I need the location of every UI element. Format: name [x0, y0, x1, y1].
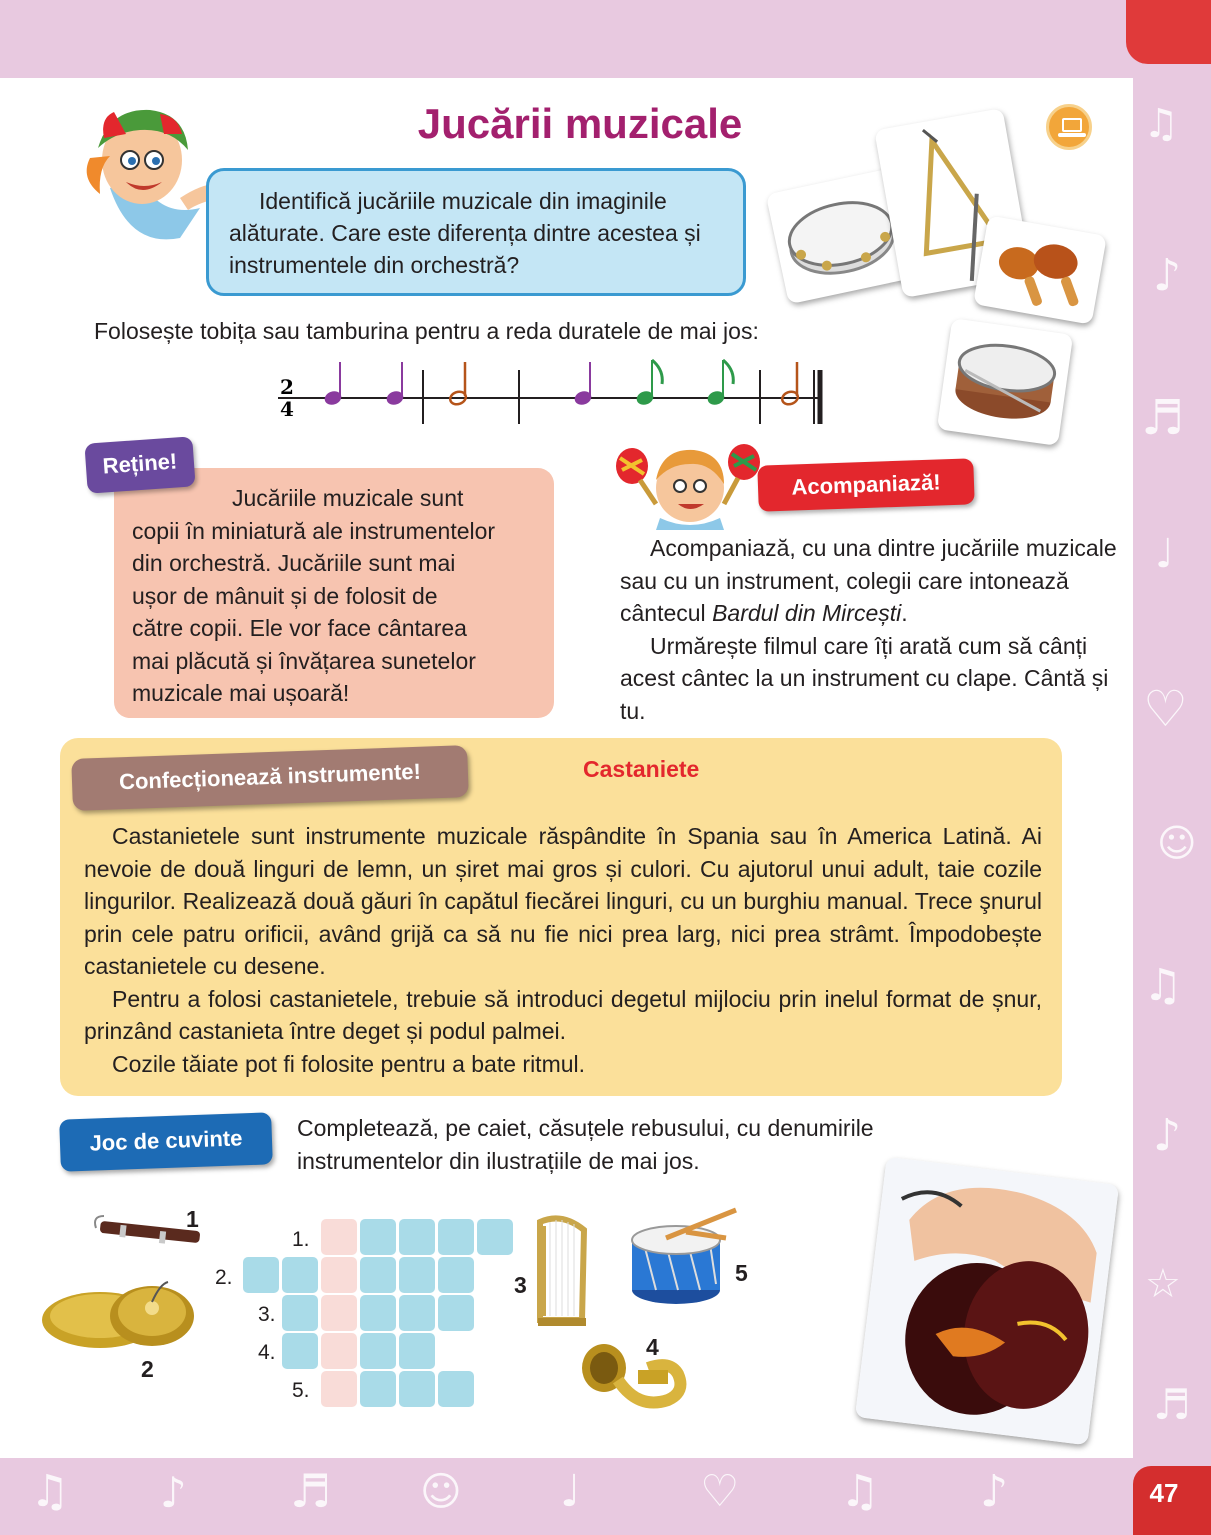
heart-icon: ♡	[1143, 680, 1188, 738]
time-signature-bottom: 4	[280, 397, 294, 421]
note-icon: ♬	[1153, 1380, 1191, 1429]
acompaniaza-text	[620, 532, 1120, 727]
smile-icon: ☺	[420, 1469, 462, 1515]
image-number-1: 1	[186, 1206, 199, 1232]
crossword-cell[interactable]	[360, 1295, 396, 1331]
confectioneaza-paragraph: Pentru a folosi castanietele, trebuie să introduci degetul mijlociu prin inelul format de șnur, prinzând castanieta între deget și podul palmei.	[84, 985, 1042, 1044]
crossword-cell[interactable]	[360, 1333, 396, 1369]
crossword-cell[interactable]	[399, 1371, 435, 1407]
mascot-girl	[612, 440, 772, 535]
crossword-cell[interactable]	[399, 1219, 435, 1255]
note-icon: ♩	[1155, 531, 1174, 577]
laptop-icon[interactable]	[1046, 104, 1092, 150]
crossword-cell[interactable]	[438, 1295, 474, 1331]
corner-tab	[1126, 0, 1211, 64]
castanets-photo	[855, 1157, 1119, 1446]
confectioneaza-paragraph: Cozile tăiate pot fi folosite pentru a bate ritmul.	[112, 1050, 586, 1077]
retine-line: din orchestră. Jucăriile sunt mai	[132, 550, 456, 576]
retine-line: mai plăcută și învățarea sunetelor	[132, 647, 476, 674]
crossword-row-number: 3.	[258, 1303, 276, 1326]
confectioneaza-subtitle: Castaniete	[583, 756, 700, 782]
snare-drum-photo	[937, 318, 1073, 446]
note-icon: ♫	[1143, 101, 1179, 147]
note-icon: ♬	[1141, 390, 1185, 446]
crossword-key-cell[interactable]	[321, 1219, 357, 1255]
retine-line: către copii. Ele vor face cântarea	[132, 615, 467, 641]
crossword-key-cell[interactable]	[321, 1333, 357, 1369]
joc-label: Joc de cuvinte	[59, 1112, 273, 1171]
crossword-key-cell[interactable]	[321, 1295, 357, 1331]
crossword-cell[interactable]	[438, 1257, 474, 1293]
retine-line: copii în miniatură ale instrumentelor	[132, 517, 496, 544]
image-number-4: 4	[646, 1334, 659, 1360]
right-band	[1133, 64, 1211, 1535]
note-icon: ♬	[290, 1464, 332, 1518]
retine-line: Jucăriile muzicale sunt	[232, 485, 464, 511]
crossword-cell[interactable]	[399, 1257, 435, 1293]
crossword-cell[interactable]	[477, 1219, 513, 1255]
maracas-photo	[973, 215, 1107, 324]
drum-image	[626, 1204, 740, 1308]
harp-image	[532, 1212, 592, 1330]
retine-label: Reține!	[84, 436, 195, 493]
note-icon: ♫	[1143, 960, 1183, 1011]
rhythm-instruction: Folosește tobița sau tamburina pentru a reda duratele de mai jos:	[94, 318, 759, 344]
time-signature-top: 2	[280, 375, 294, 399]
bottom-band	[0, 1458, 1211, 1535]
crossword-cell[interactable]	[438, 1219, 474, 1255]
crossword-key-cell[interactable]	[321, 1371, 357, 1407]
note-icon: ♩	[560, 1466, 581, 1517]
rhythm-staff	[270, 356, 840, 432]
crossword-cell[interactable]	[282, 1257, 318, 1293]
image-number-5: 5	[735, 1260, 748, 1286]
confectioneaza-text	[84, 820, 1042, 1080]
tuba-image	[578, 1340, 690, 1422]
crossword-cell[interactable]	[282, 1295, 318, 1331]
image-number-2: 2	[141, 1356, 154, 1382]
note-icon: ♪	[1153, 1110, 1182, 1161]
crossword-row-number: 5.	[292, 1379, 310, 1402]
acompaniaza-paragraph-1: Acompaniază, cu una dintre jucăriile muzicale sau cu un instrument, colegii care intonează cântecul Bardul din Mircești.	[620, 535, 1117, 626]
song-title: Bardul din Mircești	[712, 600, 902, 626]
page-number: 47	[1149, 1478, 1179, 1508]
crossword-cell[interactable]	[438, 1371, 474, 1407]
retine-line: muzicale mai ușoară!	[132, 680, 350, 706]
note-icon: ♫	[30, 1466, 70, 1517]
crossword-key-cell[interactable]	[321, 1257, 357, 1293]
star-icon: ☆	[1145, 1261, 1181, 1307]
confectioneaza-label: Confecționează instrumente!	[71, 745, 469, 811]
crossword-cell[interactable]	[243, 1257, 279, 1293]
retine-line: ușor de mânuit și de folosit de	[132, 582, 438, 609]
crossword-cell[interactable]	[399, 1295, 435, 1331]
crossword-row-number: 2.	[215, 1266, 233, 1289]
smile-icon: ☺	[1157, 821, 1197, 865]
intro-bubble: Identifică jucăriile muzicale din imaginile alăturate. Care este diferența dintre acestea și instrumentele din orchestră?	[206, 168, 746, 296]
crossword-cell[interactable]	[360, 1219, 396, 1255]
note-icon: ♫	[840, 1466, 880, 1517]
top-band	[0, 0, 1211, 78]
page-title: Jucării muzicale	[417, 100, 743, 147]
crossword-row-number: 4.	[258, 1341, 276, 1364]
joc-instruction: Completează, pe caiet, căsuțele rebusului, cu denumirile instrumentelor din ilustrațiile de mai jos.	[297, 1115, 874, 1174]
crossword-cell[interactable]	[360, 1257, 396, 1293]
note-icon: ♪	[160, 1468, 187, 1517]
crossword-cell[interactable]	[399, 1333, 435, 1369]
crossword-cell[interactable]	[360, 1371, 396, 1407]
confectioneaza-paragraph: Castanietele sunt instrumente muzicale răspândite în Spania sau în America Latină. Ai nevoie de două linguri de lemn, un șiret mai gros și culori. Cu ajutorul unui adult, taie cozile lingurilor. Realizează două găuri în capătul fiecărei linguri, cu un burghiu manual. Trece şnurul prin cele patru orificii, având grijă ca să nu fie nici prea larg, nici prea strâmt. Împodobește castanietele cu desene.	[84, 823, 1042, 979]
note-icon: ♪	[1153, 250, 1182, 301]
image-number-3: 3	[514, 1272, 527, 1298]
acompaniaza-label: Acompaniază!	[757, 458, 974, 512]
retine-box	[114, 468, 554, 718]
crossword-row-number: 1.	[292, 1228, 310, 1251]
crossword-cell[interactable]	[282, 1333, 318, 1369]
cymbals-image	[40, 1276, 200, 1358]
note-icon: ♪	[980, 1466, 1009, 1517]
heart-icon: ♡	[700, 1466, 740, 1517]
acompaniaza-paragraph-2: Urmărește filmul care îți arată cum să cânți acest cântec la un instrument cu clape. Cântă și tu.	[620, 632, 1109, 724]
